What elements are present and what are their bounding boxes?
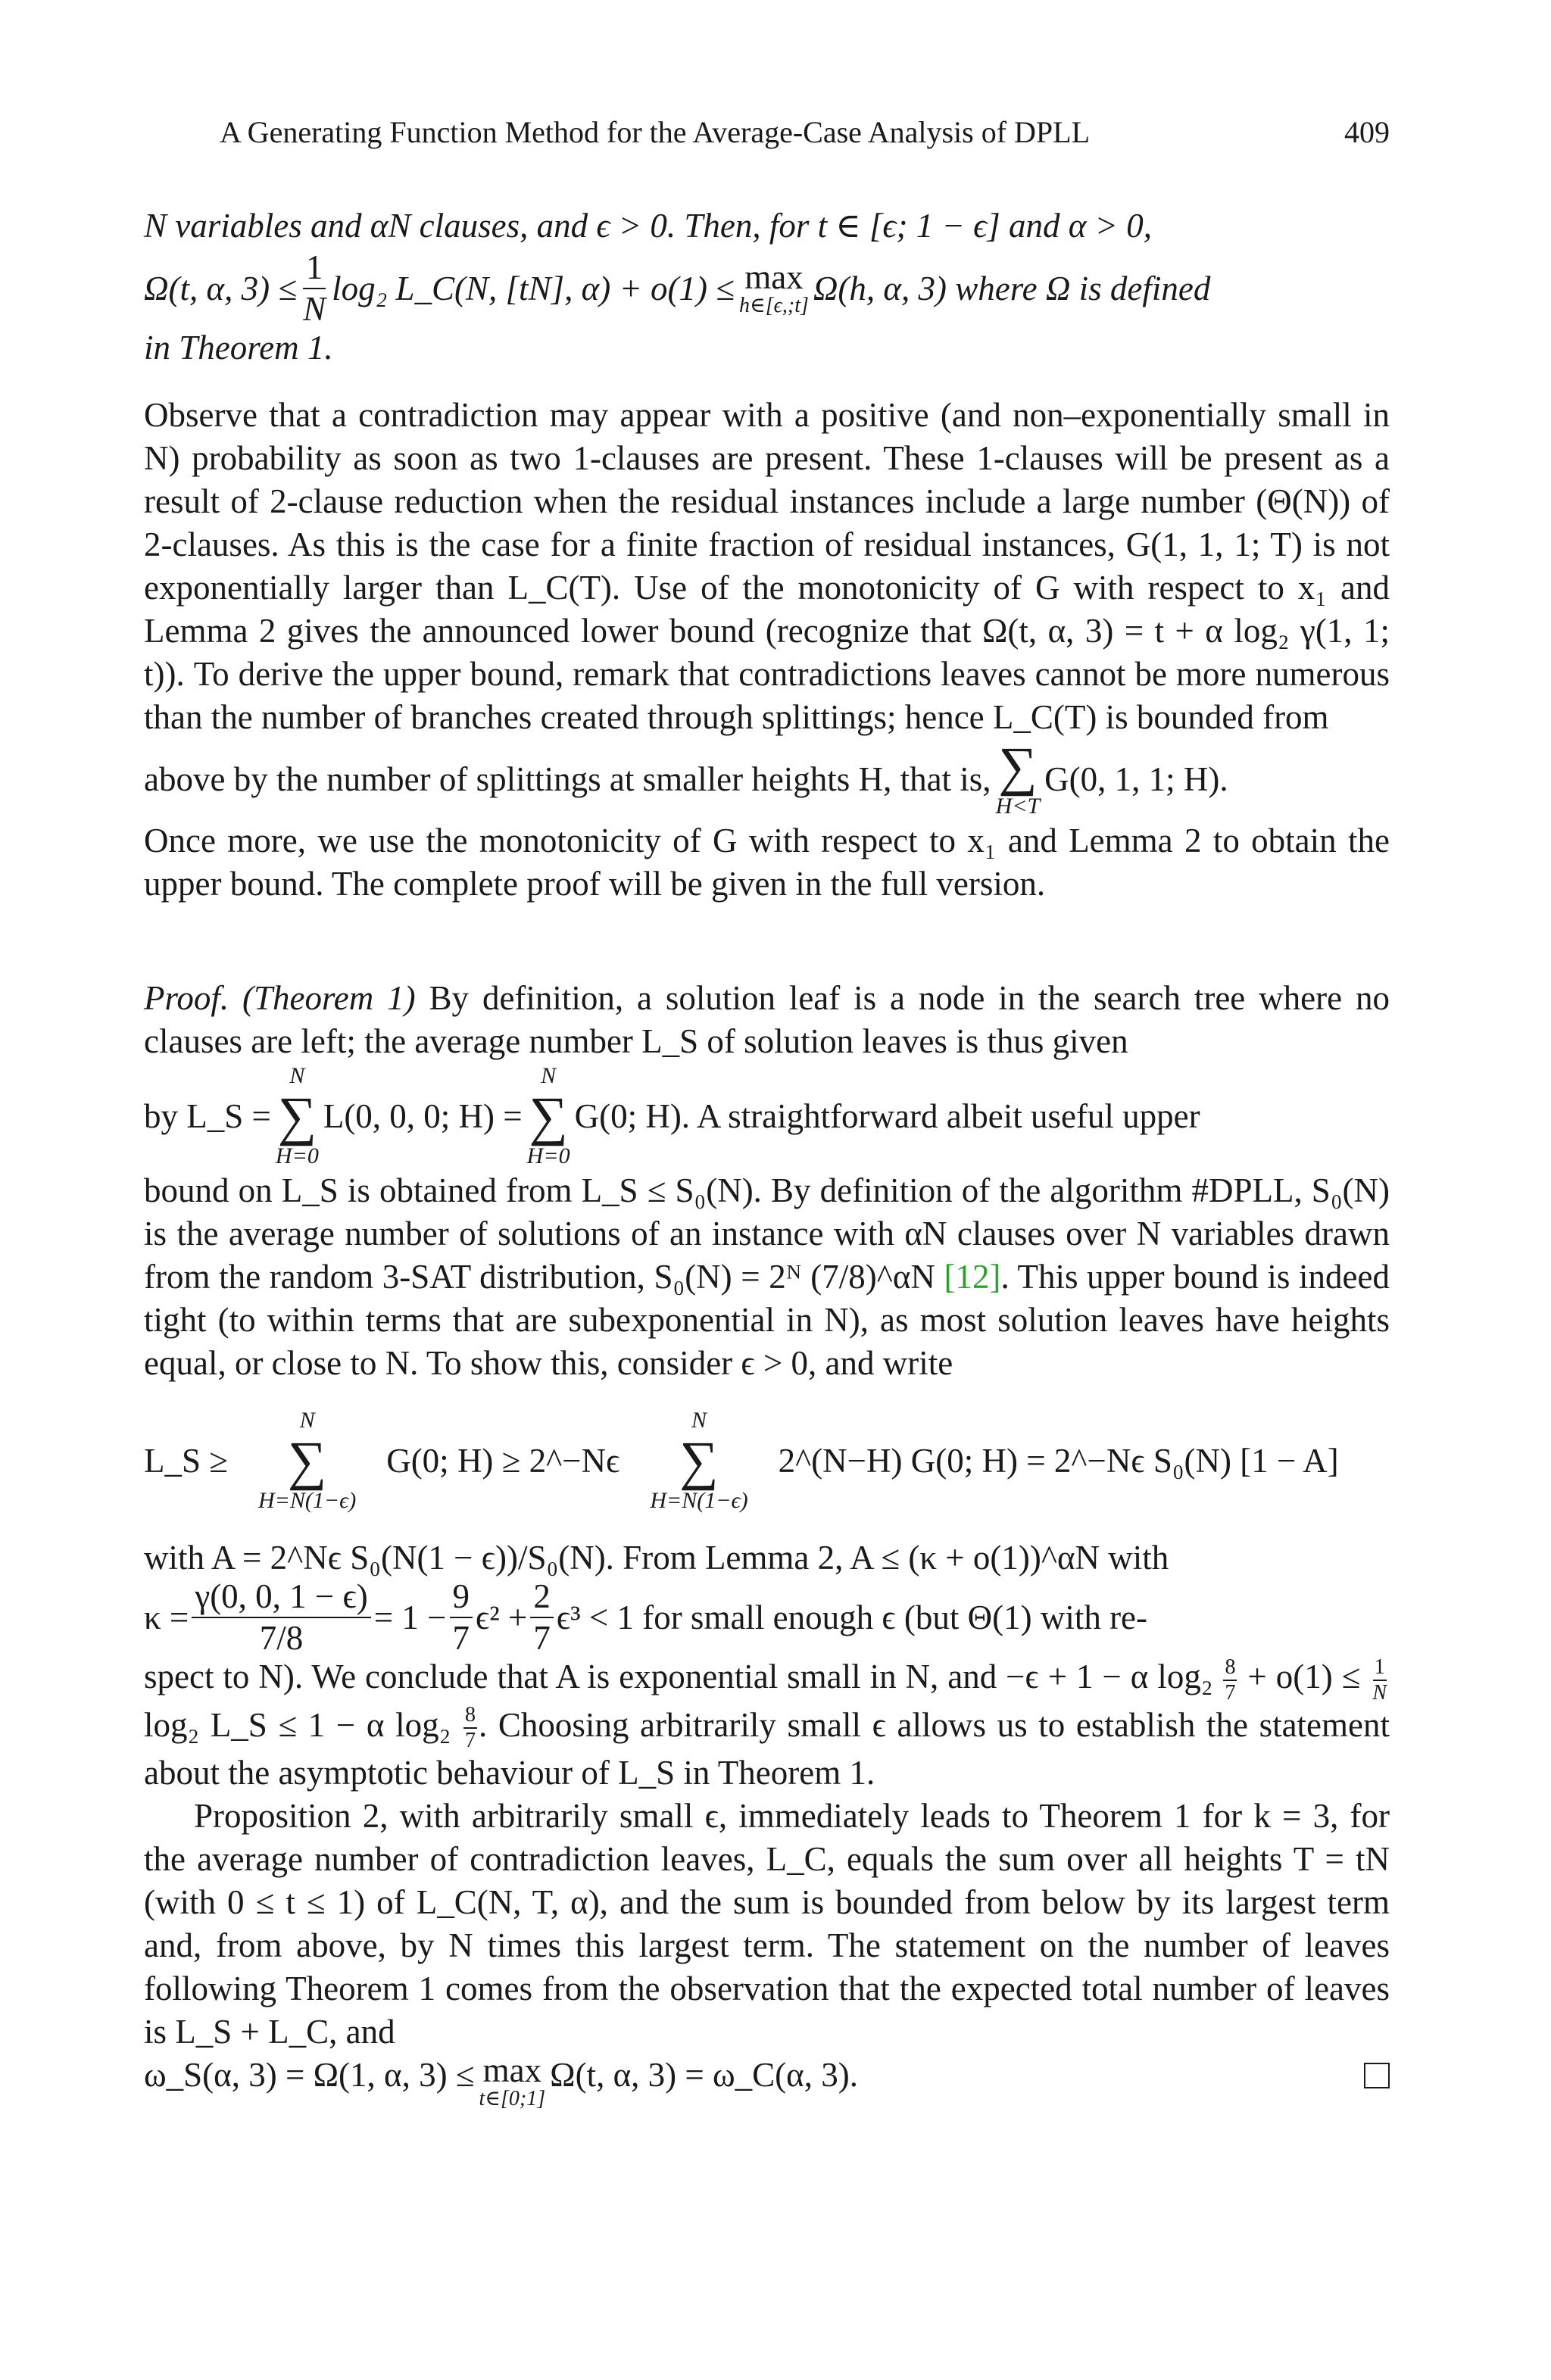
fraction-1-over-N: $\frac{1}{N}$ xyxy=(303,248,326,328)
paragraph-1: Observe that a contradiction may appear with a positive (and non–exponentially small in N) probability as soon as two 1-clauses are present. These 1-clauses will be present as a result of 2-clause reduction when the residual instances include a large number (Θ(N)) of 2-clauses. As this is the case for a finite fraction of residual instances, G(1, 1, 1; T) is not exponentially larger than L_C(T). Use of the monotonicity of G with respect to x₁ and Lemma 2 gives the announced lower bound (recognize that Ω(t, α, 3) = t + α log₂ γ(1, 1; t)). To derive the upper bound, remark that contradictions leaves cannot be more numerous than the number of branches created through splittings; hence L_C(T) is bounded from above by the number of splittings at smaller heights H, that is, ∑ H<T G(0, 1, 1; H). Once more, we use the monotonicity of G with respect to x₁ and Lemma 2 to obtain the upper bound. The complete proof will be given in the full version. xyxy=(144,394,1390,906)
sum-operator: N ∑ H=N(1−ϵ) xyxy=(257,1408,357,1513)
fraction-8-7: $\frac{8}{7}$ xyxy=(464,1703,476,1753)
fraction-2-7: $\frac{2}{7}$ xyxy=(530,1580,554,1655)
fraction-9-7: $\frac{9}{7}$ xyxy=(450,1580,473,1655)
fraction-1-N: $\frac{1}{N}$ xyxy=(1372,1655,1387,1705)
sum-operator: N ∑ H=0 xyxy=(275,1063,319,1168)
running-header xyxy=(220,114,1390,151)
para1-last-line: above by the number of splittings at smaller heights H, that is, ∑ H<T G(0, 1, 1; H). xyxy=(144,736,1228,819)
paragraph-2: Once more, we use the monotonicity of G with respect to x₁ and Lemma 2 to obtain the upper bound. The complete proof will be given in the full version. xyxy=(144,822,1390,903)
citation-link[interactable]: [12] xyxy=(944,1258,1001,1296)
prop-line-2: Ω(t, α, 3) ≤ $\frac{1}{N}$ log₂ L_C(N, [tN], α) + o(1) ≤ max h∈[ϵ,;t] Ω(h, α, 3) where Ω is defined xyxy=(144,248,1211,328)
after-display-line: with A = 2^Nϵ S₀(N(1 − ϵ))/S₀(N). From Lemma 2, A ≤ (κ + o(1))^αN with xyxy=(144,1539,1169,1577)
paragraph-3: Proposition 2, with arbitrarily small ϵ, immediately leads to Theorem 1 for k = 3, for the average number of contradiction leaves, L_C, equals the sum over all heights T = tN (with 0 ≤ t ≤ 1) of L_C(N, T, α), and the sum is bounded from below by its largest term and, from above, by N times this largest term. The statement on the number of leaves following Theorem 1 comes from the observation that the expected total number of leaves is L_S + L_C, and xyxy=(144,1797,1390,2051)
kappa-line: κ = $\frac{\gamma(0, 0, 1 - \epsilon)}{7/8}$ = 1 − $\frac{9}{7}$ ϵ² + $\frac{2}{7}$ ϵ³ < 1 for small enough ϵ (but Θ(1) with re- xyxy=(144,1577,1148,1657)
proposition-text xyxy=(144,204,1390,370)
fraction-8-7: $\frac{8}{7}$ xyxy=(1225,1655,1236,1705)
prop-line-3: in Theorem 1. xyxy=(144,329,333,367)
display-equation: L_S ≥ N ∑ H=N(1−ϵ) G(0; H) ≥ 2^−Nϵ N ∑ H=N(1−ϵ) 2^(N−H) G(0; H) = 2^−Nϵ S₀(N) [1 − A] xyxy=(144,1408,1339,1513)
proof-block: Proof. (Theorem 1) By definition, a solution leaf is a node in the search tree where no clauses are left; the average number L_S of solution leaves is thus given by L_S = N ∑ H=0 L(0, 0, 0; H) = N ∑ H=0 G(0; H). A straightforward albeit useful upper bound on L_S is obtained from L_S ≤ S₀(N). By definition of the algorithm #DPLL, S₀(N) is the average number of solutions of an instance with αN clauses over N variables drawn from the random 3-SAT distribution, S₀(N) = 2ᴺ (7/8)^αN [12]. This upper bound is indeed tight (to within terms that are subexponential in N), as most solution leaves have heights equal, or close to N. To show this, consider ϵ > 0, and write L_S ≥ N ∑ H=N(1−ϵ) G(0; H) ≥ 2^−Nϵ N ∑ H=N(1−ϵ) 2^(N−H) G(0; H) = 2^−Nϵ S₀(N) [1 − A] with A = 2^Nϵ S₀(N(1 − ϵ))/S₀(N). From Lemma 2, A ≤ (κ + o(1))^αN with κ = $\frac{\gamma(0, 0, 1 - \epsilon)}{7/8}$ = 1 − $\frac{9}{7}$ ϵ² + $\frac{2}{7}$ ϵ³ < 1 for small enough ϵ (but Θ(1) with re- spect to N). We conclude that A is exponential small in N, and −ϵ + 1 − α log₂ $\frac{8}{7}$ + o(1) ≤ $\frac{1}{N}$ log₂ L_S ≤ 1 − α log₂ $\frac{8}{7}$ . Choosing arbitrarily small ϵ allows us to establish the statement about the asymptotic behaviour of L_S in Theorem 1. Proposition 2, with arbitrarily small ϵ, immediately leads to Theorem 1 for k = 3, for the average number of contradiction leaves, L_C, equals the sum over all heights T = tN (with 0 ≤ t ≤ 1) of L_C(N, T, α), and the sum is bounded from below by its largest term and, from above, by N times this largest term. The statement on the number of leaves following Theorem 1 comes from the observation that the expected total number of leaves is L_S + L_C, and ω_S(α, 3) = Ω(1, α, 3) ≤ max t∈[0;1] Ω(t, α, 3) = ω_C(α, 3). xyxy=(144,979,1390,2111)
prop-line-1: N variables and αN clauses, and ϵ > 0. Then, for t ∈ [ϵ; 1 − ϵ] and α > 0, xyxy=(144,207,1153,245)
sum-operator: ∑ H<T xyxy=(995,736,1041,819)
page-number: 409 xyxy=(1344,115,1390,149)
kappa-fraction: $\frac{\gamma(0, 0, 1 - \epsilon)}{7/8}$ xyxy=(192,1580,370,1655)
proof-label: Proof. (Theorem 1) xyxy=(144,979,416,1017)
sum-operator: N ∑ H=N(1−ϵ) xyxy=(650,1408,748,1513)
proof-equation-line: by L_S = N ∑ H=0 L(0, 0, 0; H) = N ∑ H=0 G(0; H). A straightforward albeit useful upper xyxy=(144,1063,1200,1168)
qed-box xyxy=(1364,2063,1390,2088)
final-line: ω_S(α, 3) = Ω(1, α, 3) ≤ max t∈[0;1] Ω(t, α, 3) = ω_C(α, 3). xyxy=(144,2054,1390,2110)
running-title: A Generating Function Method for the Average-Case Analysis of DPLL xyxy=(220,115,1091,149)
sum-operator: N ∑ H=0 xyxy=(526,1063,570,1168)
max-operator: max h∈[ϵ,;t] xyxy=(738,257,809,317)
max-operator: max t∈[0;1] xyxy=(479,2051,546,2111)
